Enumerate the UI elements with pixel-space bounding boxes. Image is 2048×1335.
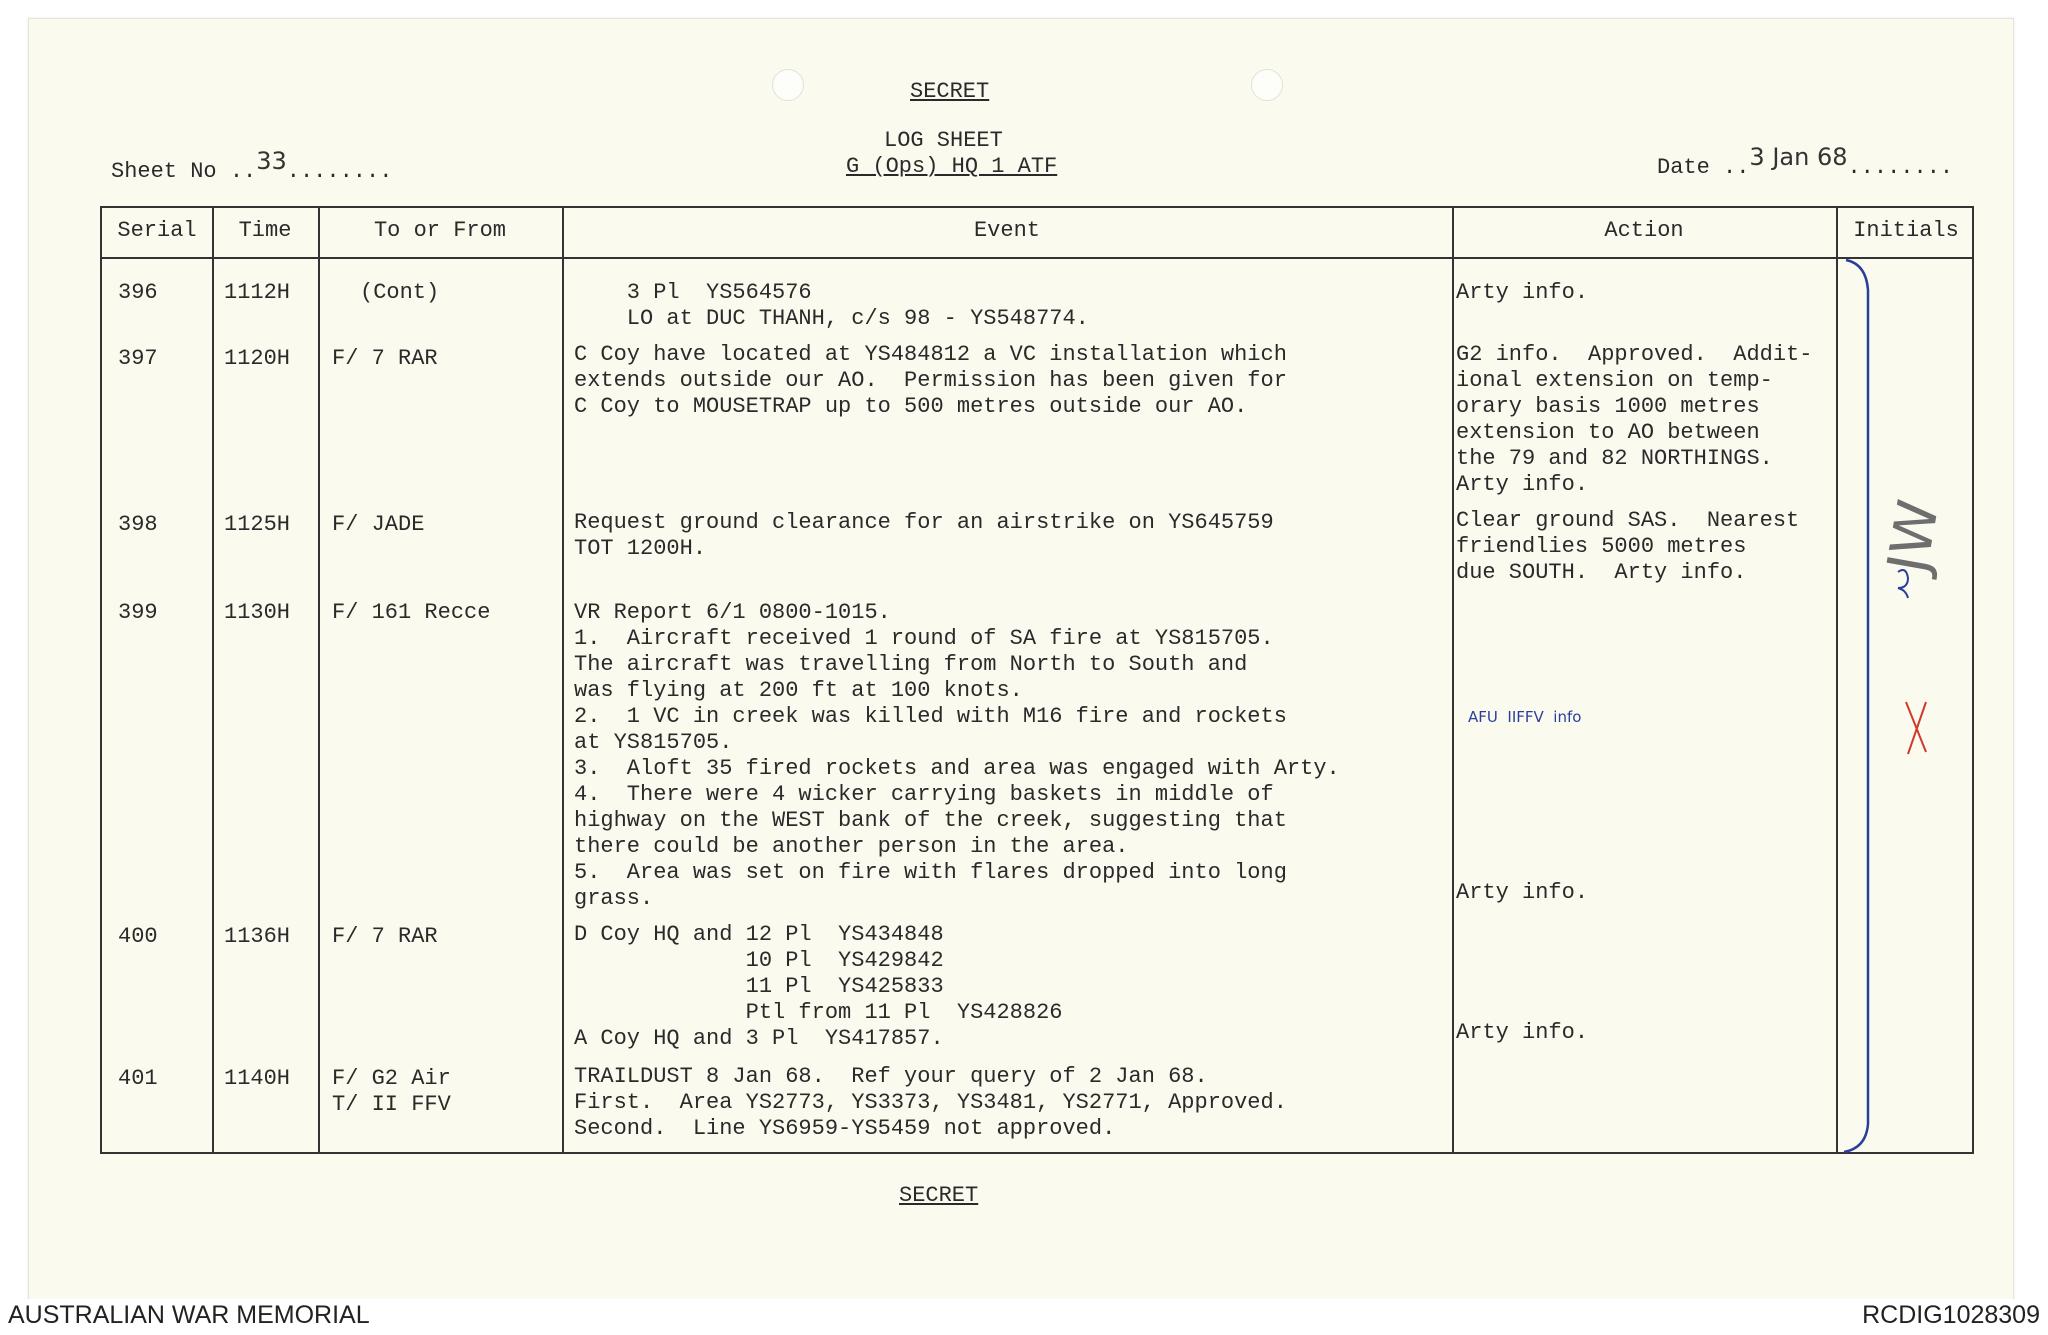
date-field: [1657, 143, 1954, 181]
row-400-action: Arty info.: [1456, 1020, 1589, 1045]
column-divider: [562, 208, 564, 1152]
punch-hole-left: [772, 69, 804, 101]
punch-hole-right: [1251, 69, 1283, 101]
column-divider: [1452, 208, 1454, 1152]
row-400-event: D Coy HQ and 12 Pl YS434848 10 Pl YS429842 11 Pl YS425833 Ptl from 11 Pl YS428826 A Coy HQ and 3 Pl YS417857.: [574, 922, 1063, 1051]
row-401-from: F/ G2 Air T/ II FFV: [332, 1066, 451, 1117]
row-401-serial: 401: [118, 1066, 158, 1091]
row-397-from: F/ 7 RAR: [332, 346, 438, 371]
row-398-event: Request ground clearance for an airstrike on YS645759 TOT 1200H.: [574, 510, 1274, 561]
header-divider: [102, 257, 1972, 259]
sheet-number-label: Sheet No ..: [111, 159, 257, 184]
row-401-time: 1140H: [224, 1066, 291, 1091]
row-400-time: 1136H: [224, 924, 291, 949]
row-396-action: Arty info.: [1456, 280, 1589, 305]
date-label: Date ..: [1657, 155, 1750, 180]
row-397-event: C Coy have located at YS484812 a VC installation which extends outside our AO. Permission has been given for C Coy to MOUSETRAP up to 500 metres outside our AO.: [574, 342, 1287, 419]
column-divider: [318, 208, 320, 1152]
row-401-event: TRAILDUST 8 Jan 68. Ref your query of 2 Jan 68. First. Area YS2773, YS3373, YS3481, YS2771, Approved. Second. Line YS6959-YS5459 not approved.: [574, 1064, 1287, 1141]
column-header-action: Action: [1604, 218, 1684, 243]
log-table: [100, 206, 1974, 1154]
initials-signature: JW: [1875, 495, 1953, 578]
sheet-number-field: [111, 147, 393, 185]
sheet-number-dots: ........: [286, 159, 393, 184]
column-header-to-from: To or From: [373, 218, 507, 243]
sheet-number-value: 33: [256, 147, 287, 175]
row-398-action: Clear ground SAS. Nearest friendlies 5000 metres due SOUTH. Arty info.: [1456, 508, 1800, 585]
row-399-action: Arty info.: [1456, 880, 1589, 905]
row-397-action: G2 info. Approved. Addit- ional extension on temp- orary basis 1000 metres extension to AO between the 79 and 82 NORTHINGS. Arty info.: [1456, 342, 1813, 497]
credit-right: RCDIG1028309: [1862, 1301, 2040, 1329]
column-header-serial: Serial: [117, 218, 197, 243]
row-396-serial: 396: [118, 280, 158, 305]
unit-title: G (Ops) HQ 1 ATF: [846, 154, 1058, 179]
row-396-time: 1112H: [224, 280, 291, 305]
classification-top: SECRET: [910, 79, 990, 104]
row-396-event: 3 Pl YS564576 LO at DUC THANH, c/s 98 - YS548774.: [626, 280, 1089, 331]
initials-bracket-icon: [1836, 208, 1976, 1156]
row-399-serial: 399: [118, 600, 158, 625]
row-399-event: VR Report 6/1 0800-1015. 1. Aircraft received 1 round of SA fire at YS815705. The aircraft was travelling from North to South and was flying at 200 ft at 100 knots. 2. 1 VC in creek was killed with M16 fire and rockets at YS815705. 3. Aloft 35 fired rockets and area was engaged with Arty. 4. There were 4 wicker carrying baskets in middle of highway on the WEST bank of the creek, suggesting that there could be another person in the area. 5. Area was set on fire with flares dropped into long grass.: [574, 600, 1340, 911]
log-sheet-title: LOG SHEET: [884, 128, 1003, 153]
row-397-serial: 397: [118, 346, 158, 371]
row-399-time: 1130H: [224, 600, 291, 625]
row-397-time: 1120H: [224, 346, 291, 371]
row-399-handwritten-note: AFU IIFFV info: [1468, 708, 1582, 726]
column-header-time: Time: [238, 218, 292, 243]
row-398-serial: 398: [118, 512, 158, 537]
row-398-from: F/ JADE: [332, 512, 425, 537]
date-value: 3 Jan 68: [1749, 143, 1848, 171]
row-396-from: (Cont): [360, 280, 440, 305]
column-divider: [212, 208, 214, 1152]
column-header-event: Event: [973, 218, 1040, 243]
credit-left: AUSTRALIAN WAR MEMORIAL: [8, 1301, 370, 1329]
row-400-from: F/ 7 RAR: [332, 924, 438, 949]
row-398-time: 1125H: [224, 512, 291, 537]
row-400-serial: 400: [118, 924, 158, 949]
date-dots: ........: [1847, 155, 1954, 180]
row-399-from: F/ 161 Recce: [332, 600, 491, 625]
classification-bottom: SECRET: [899, 1183, 979, 1208]
column-header-initials: Initials: [1853, 218, 1959, 243]
